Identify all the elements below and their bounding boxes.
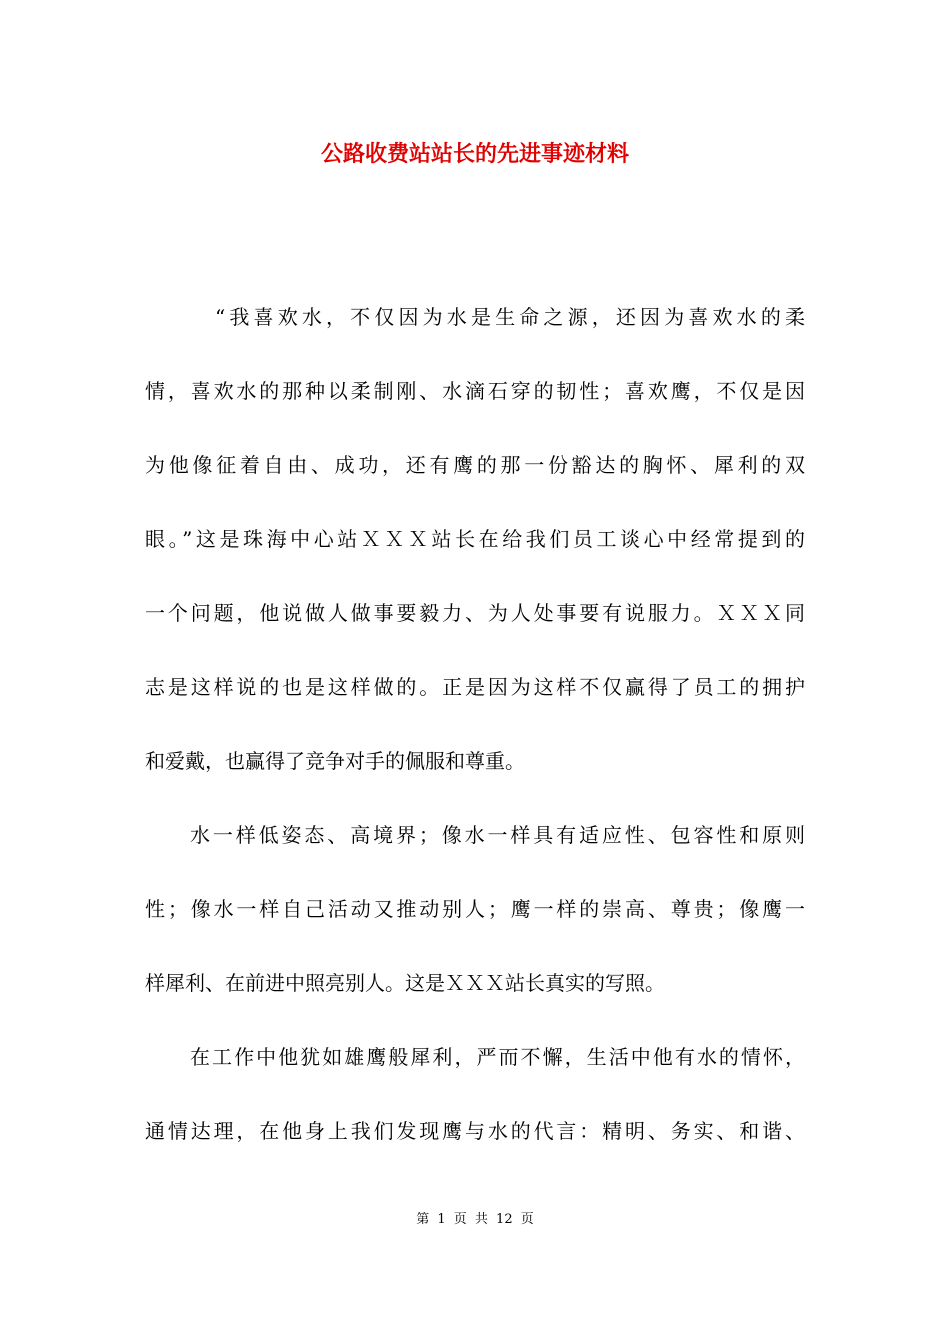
paragraph-1-line-4: 眼。”这是珠海中心站ＸＸＸ站长在给我们员工谈心中经常提到的 <box>145 527 805 551</box>
paragraph-3-line-2: 通情达理，在他身上我们发现鹰与水的代言：精明、务实、和谐、 <box>145 1119 805 1143</box>
page-number-footer: 第 1 页 共 12 页 <box>416 1212 534 1227</box>
paragraph-1-line-1: “我喜欢水，不仅因为水是生命之源，还因为喜欢水的柔 <box>215 305 805 329</box>
paragraph-1-line-6: 志是这样说的也是这样做的。正是因为这样不仅赢得了员工的拥护 <box>145 675 805 699</box>
document-title: 公路收费站站长的先进事迹材料 <box>320 141 629 167</box>
paragraph-3-line-1: 在工作中他犹如雄鹰般犀利，严而不懈，生活中他有水的情怀， <box>190 1045 805 1069</box>
paragraph-1-line-2: 情，喜欢水的那种以柔制刚、水滴石穿的韧性；喜欢鹰，不仅是因 <box>145 379 805 403</box>
document-body <box>145 280 805 1168</box>
paragraph-1-line-7: 和爱戴，也赢得了竞争对手的佩服和尊重。 <box>145 749 525 773</box>
paragraph-2-line-2: 性；像水一样自己活动又推动别人；鹰一样的崇高、尊贵；像鹰一 <box>145 897 805 921</box>
paragraph-2-line-3: 样犀利、在前进中照亮别人。这是ＸＸＸ站长真实的写照。 <box>145 971 665 995</box>
paragraph-2-line-1: 水一样低姿态、高境界；像水一样具有适应性、包容性和原则 <box>190 823 805 847</box>
paragraph-1-line-5: 一个问题，他说做人做事要毅力、为人处事要有说服力。ＸＸＸ同 <box>145 601 805 625</box>
paragraph-1-line-3: 为他像征着自由、成功，还有鹰的那一份豁达的胸怀、犀利的双 <box>145 453 805 477</box>
